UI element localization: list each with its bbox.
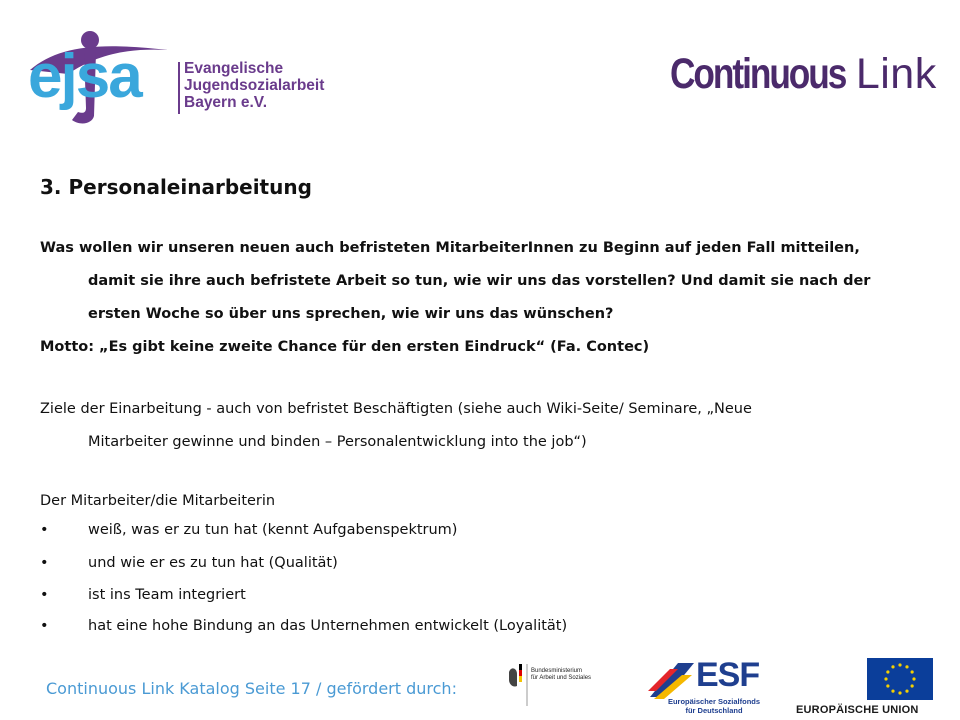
goals-line-2: Mitarbeiter gewinne und binden – Personalentwicklung into the job“) <box>88 434 587 450</box>
bmas-line2: für Arbeit und Soziales <box>531 675 592 681</box>
eu-star-icon <box>886 684 889 687</box>
goals-line-1: Ziele der Einarbeitung - auch von befristet Beschäftigten (siehe auch Wiki-Seite/ Seminare, „Neue <box>40 401 752 417</box>
question-line-3: ersten Woche so über uns sprechen, wie wir uns das wünschen? <box>88 306 614 322</box>
eu-label: EUROPÄISCHE UNION <box>796 704 919 716</box>
ejsa-org-name <box>184 60 324 111</box>
bullet-text: hat eine hohe Bindung an das Unternehmen entwickelt (Loyalität) <box>88 618 568 634</box>
eu-star-icon <box>912 677 915 680</box>
continuous-link-logo-bold: Continuous <box>670 50 846 98</box>
ejsa-line1: Evangelische <box>184 60 284 77</box>
bullet-text: ist ins Team integriert <box>88 587 246 603</box>
continuous-link-logo-light: Link <box>855 50 937 98</box>
bmas-line1: Bundesministerium <box>531 668 583 674</box>
eu-star-icon <box>891 665 894 668</box>
bullet-glyph: • <box>40 587 49 603</box>
question-paragraph <box>40 232 920 364</box>
esf-line2: für Deutschland <box>685 706 743 715</box>
ejsa-line3: Bayern e.V. <box>184 94 268 111</box>
eu-flag-icon <box>867 658 933 700</box>
motto: Motto: „Es gibt keine zweite Chance für den ersten Eindruck“ (Fa. Contec) <box>40 339 650 355</box>
esf-logo <box>648 657 766 719</box>
esf-word: ESF <box>696 656 760 694</box>
eu-star-icon <box>911 670 914 673</box>
bmas-logo <box>505 662 605 710</box>
continuous-link-logo <box>670 50 937 98</box>
section-title: 3. Personaleinarbeitung <box>40 175 312 199</box>
eu-star-icon <box>911 684 914 687</box>
esf-line1: Europäischer Sozialfonds <box>667 697 761 706</box>
footer-text: Continuous Link Katalog Seite 17 / gefördert durch: <box>46 679 457 698</box>
eu-star-icon <box>905 665 908 668</box>
question-line-2: damit sie ihre auch befristete Arbeit so tun, wie wir uns das vorstellen? Und damit sie nach der <box>88 273 871 289</box>
ejsa-divider <box>178 62 180 114</box>
eu-logo <box>796 656 934 718</box>
esf-swoosh-icon <box>648 661 698 701</box>
employee-intro: Der Mitarbeiter/die Mitarbeiterin <box>40 493 276 509</box>
bullet-glyph: • <box>40 522 49 538</box>
eu-star-icon <box>886 670 889 673</box>
ejsa-line2: Jugendsozialarbeit <box>184 77 325 94</box>
ejsa-wordmark: ejsa <box>28 42 141 111</box>
goals-paragraph <box>40 393 920 459</box>
bullet-glyph: • <box>40 555 49 571</box>
bullet-text: und wie er es zu tun hat (Qualität) <box>88 555 338 571</box>
bullet-text: weiß, was er zu tun hat (kennt Aufgabenspektrum) <box>88 522 458 538</box>
question-line-1: Was wollen wir unseren neuen auch befristeten MitarbeiterInnen zu Beginn auf jeden Fall mitteilen, <box>40 240 860 256</box>
eu-star-icon <box>891 690 894 693</box>
eu-star-icon <box>898 691 901 694</box>
eu-star-icon <box>905 690 908 693</box>
bullet-glyph: • <box>40 618 49 634</box>
eu-star-icon <box>898 663 901 666</box>
eu-star-icon <box>884 677 887 680</box>
